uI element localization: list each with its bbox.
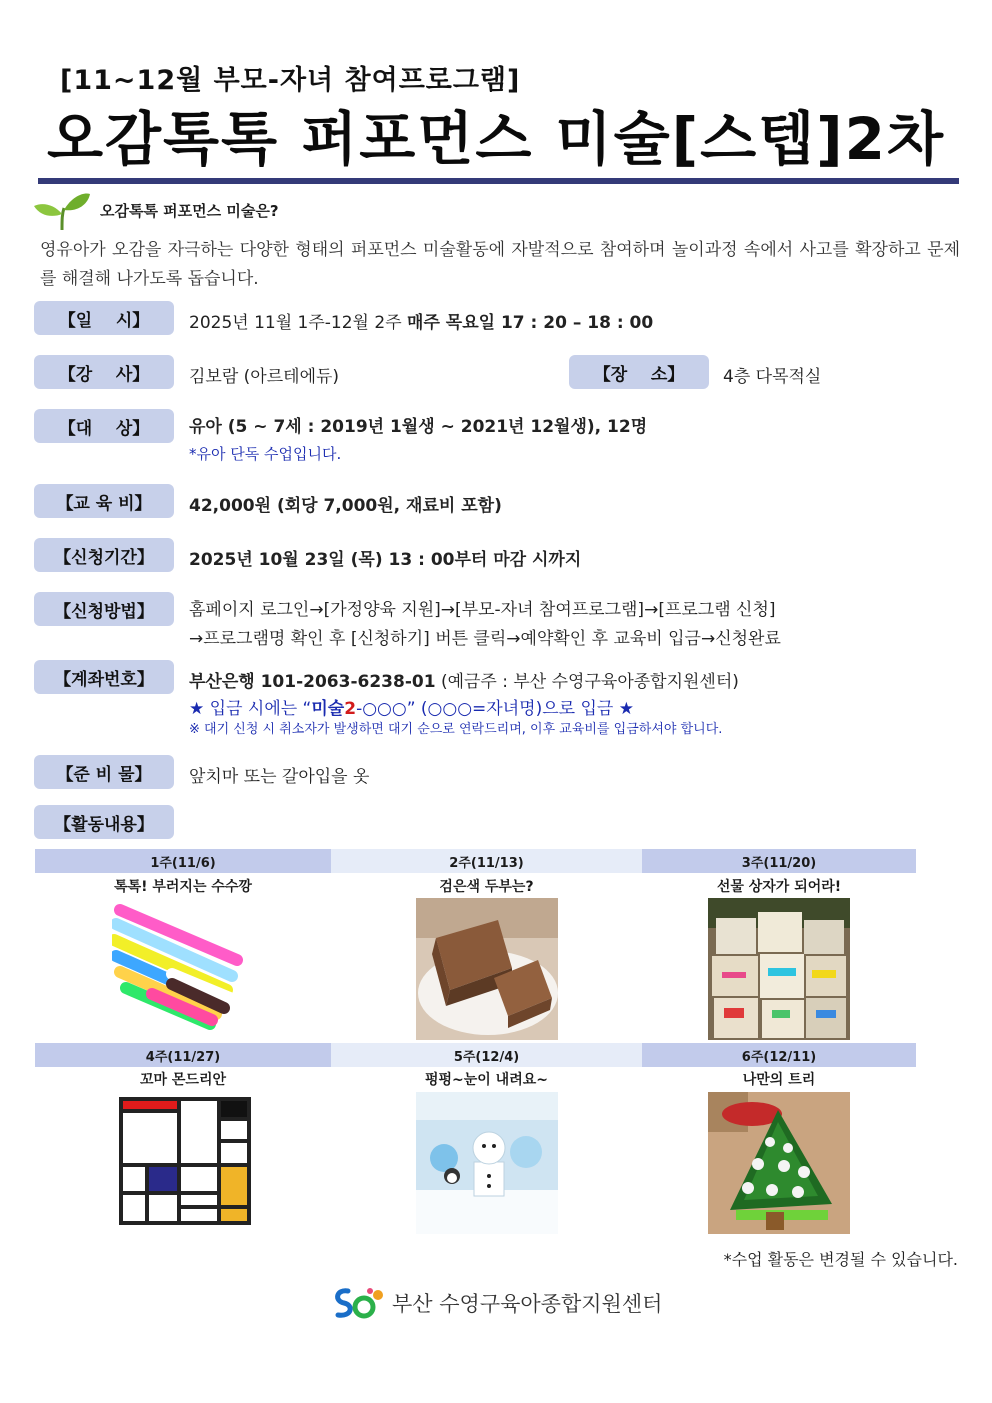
black-tofu-photo	[416, 898, 558, 1040]
schedule-value	[189, 308, 653, 333]
foam-sticks-photo	[112, 898, 244, 1030]
activity-title: 톡톡! 부러지는 수수깡	[114, 879, 252, 895]
week-header: 4주(11/27)	[35, 1043, 331, 1067]
footer	[330, 1285, 662, 1321]
deposit-pre: ★ 입금 시에는 “	[189, 699, 312, 719]
week-header: 5주(12/4)	[331, 1043, 642, 1067]
schedule-change-note: *수업 활동은 변경될 수 있습니다.	[723, 1250, 958, 1269]
account-number: 부산은행 101-2063-6238-01	[189, 672, 436, 692]
period-label: 【신청기간】	[34, 538, 174, 572]
method-line2: →프로그램명 확인 후 [신청하기] 버튼 클릭→예약확인 후 교육비 입금→신청완료	[189, 629, 781, 649]
schedule-dates: 2025년 11월 1주-12월 2주	[189, 313, 408, 333]
week-header: 1주(11/6)	[35, 849, 331, 873]
center-logo-icon	[330, 1285, 386, 1321]
schedule-time: 매주 목요일 17 : 20 – 18 : 00	[407, 313, 654, 333]
snowman-photo	[416, 1092, 558, 1234]
week-header: 6주(12/11)	[642, 1043, 916, 1067]
program-subtitle: [11~12월 부모-자녀 참여프로그램]	[60, 65, 521, 96]
target-label: 【대 상】	[34, 409, 174, 443]
account-value	[189, 667, 739, 692]
target-value: 유아 (5 ~ 7세 : 2019년 1월생 ~ 2021년 12월생), 12명	[189, 417, 648, 437]
instructor-value: 김보람 (아르테에듀)	[189, 367, 340, 387]
activity-title: 꼬마 몬드리안	[139, 1072, 227, 1088]
week-header: 2주(11/13)	[331, 849, 642, 873]
activity-title: 나만의 트리	[742, 1072, 816, 1088]
waitlist-note: ※ 대기 신청 시 취소자가 발생하면 대기 순으로 연락드리며, 이후 교육비를 입금하셔야 합니다.	[189, 722, 723, 737]
deposit-code-number: 2	[344, 699, 357, 719]
footer-org-name: 부산 수영구육아종합지원센터	[392, 1292, 663, 1316]
deposit-post: -○○○” (○○○=자녀명)으로 입금 ★	[356, 699, 634, 719]
fee-value: 42,000원 (회당 7,000원, 재료비 포함)	[189, 496, 502, 516]
venue-value: 4층 다목적실	[723, 367, 822, 387]
venue-label: 【장 소】	[569, 355, 709, 389]
gift-boxes-photo	[708, 898, 850, 1040]
account-holder: (예금주 : 부산 수영구육아종합지원센터)	[435, 672, 739, 692]
schedule-label: 【일 시】	[34, 301, 174, 335]
activity-title: 펑펑~눈이 내려요~	[424, 1072, 548, 1088]
mondrian-artwork	[119, 1097, 251, 1225]
period-value: 2025년 10월 23일 (목) 13 : 00부터 마감 시까지	[189, 550, 582, 570]
activity-title: 검은색 두부는?	[439, 879, 534, 895]
activity-title: 선물 상자가 되어라!	[716, 879, 842, 895]
supplies-label: 【준 비 물】	[34, 755, 174, 789]
title-divider	[38, 178, 959, 184]
deposit-instruction	[189, 694, 634, 719]
intro-heading: 오감톡톡 퍼포먼스 미술은?	[100, 202, 279, 220]
target-note: *유아 단독 수업입니다.	[189, 445, 342, 463]
activities-label: 【활동내용】	[34, 805, 174, 839]
fee-label: 【교 육 비】	[34, 484, 174, 518]
method-line1: 홈페이지 로그인→[가정양육 지원]→[부모-자녀 참여프로그램]→[프로그램 신청]	[189, 600, 776, 620]
christmas-tree-craft-photo	[708, 1092, 850, 1234]
intro-body: 영유아가 오감을 자극하는 다양한 형태의 퍼포먼스 미술활동에 자발적으로 참여하며 놀이과정 속에서 사고를 확장하고 문제를 해결해 나가도록 돕습니다.	[40, 240, 960, 289]
account-label: 【계좌번호】	[34, 660, 174, 694]
instructor-label: 【강 사】	[34, 355, 174, 389]
program-title: 오감톡톡 퍼포먼스 미술[스텝]2차	[46, 105, 946, 173]
supplies-value: 앞치마 또는 갈아입을 옷	[189, 767, 370, 787]
sprout-icon	[32, 190, 92, 232]
method-label: 【신청방법】	[34, 592, 174, 626]
deposit-code-word: 미술	[311, 699, 345, 719]
week-header: 3주(11/20)	[642, 849, 916, 873]
